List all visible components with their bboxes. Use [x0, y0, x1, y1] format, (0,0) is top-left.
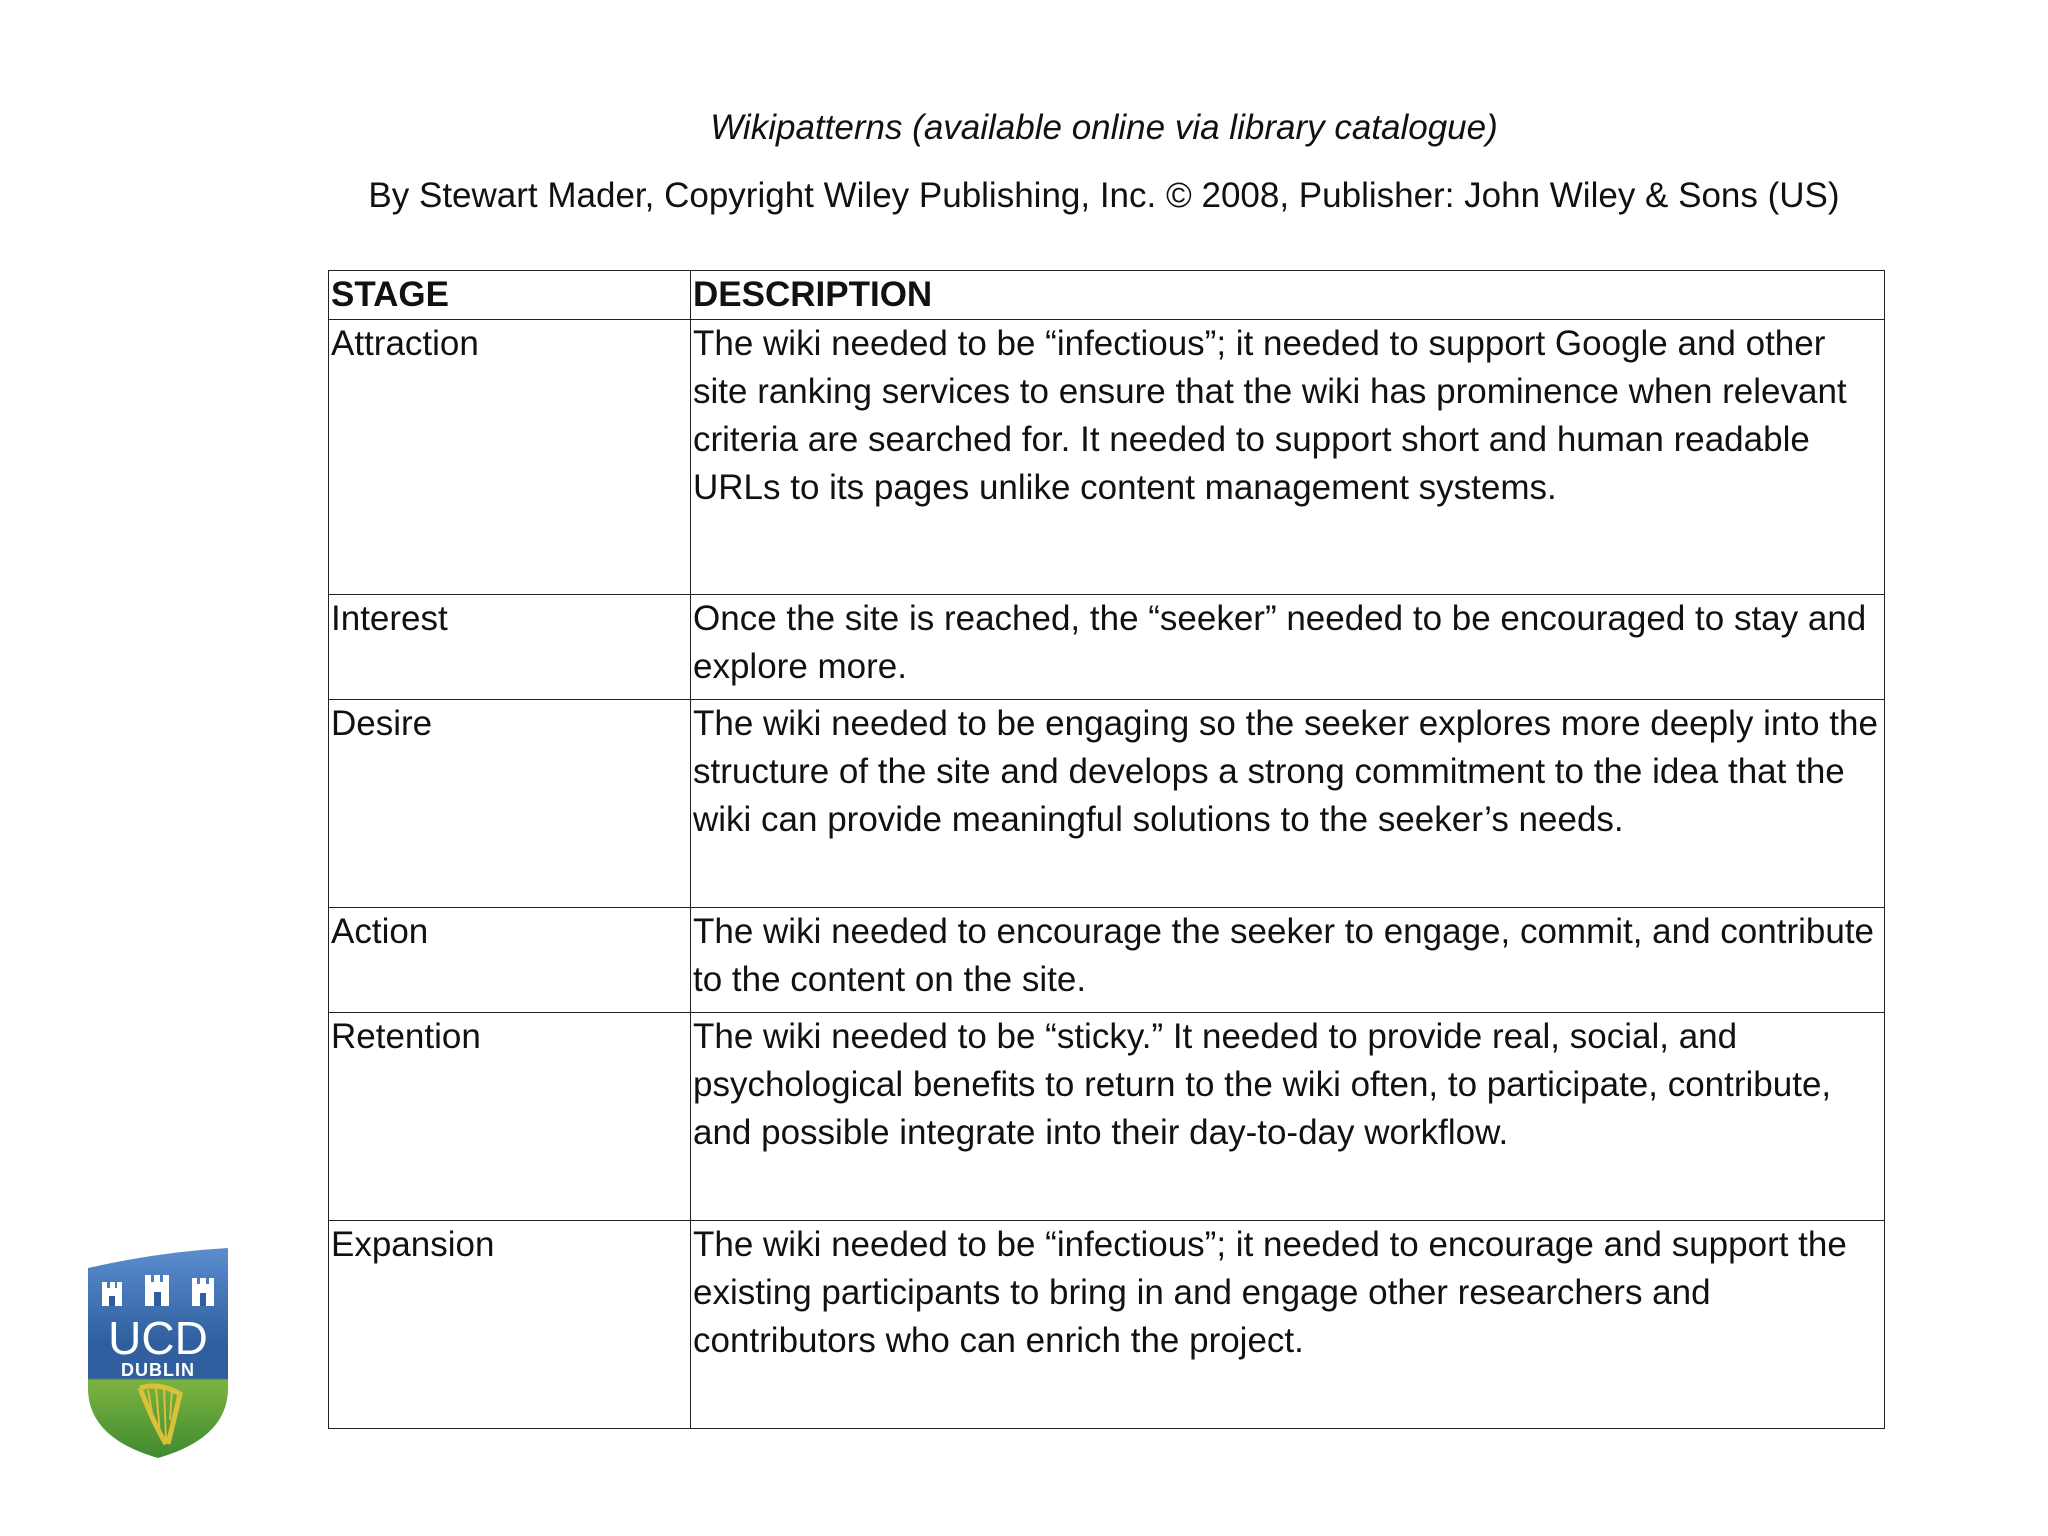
description-cell: The wiki needed to be “infectious”; it needed to encourage and support the existing participants to bring in and engage other researchers and contributors who can enrich the project.: [691, 1221, 1885, 1429]
table-row: [329, 700, 1885, 908]
description-cell: The wiki needed to encourage the seeker to engage, commit, and contribute to the content on the site.: [691, 908, 1885, 1013]
logo-text-dublin: DUBLIN: [121, 1360, 195, 1380]
description-cell: The wiki needed to be “sticky.” It needed to provide real, social, and psychological benefits to return to the wiki often, to participate, contribute, and possible integrate into their day-to-day workflow.: [691, 1013, 1885, 1221]
table-row: [329, 1221, 1885, 1429]
column-header-description: DESCRIPTION: [691, 271, 1885, 320]
stage-cell: Attraction: [329, 320, 691, 595]
table-row: [329, 595, 1885, 700]
stage-cell: Interest: [329, 595, 691, 700]
ucd-logo: [84, 1248, 232, 1460]
table-row: [329, 908, 1885, 1013]
column-header-stage: STAGE: [329, 271, 691, 320]
ucd-crest-icon: [84, 1248, 232, 1460]
stages-table: [328, 270, 1885, 1429]
document-byline: By Stewart Mader, Copyright Wiley Publishing, Inc. © 2008, Publisher: John Wiley & Sons (US): [368, 176, 1840, 215]
stage-cell: Action: [329, 908, 691, 1013]
description-cell: The wiki needed to be engaging so the seeker explores more deeply into the structure of the site and develops a strong commitment to the idea that the wiki can provide meaningful solutions to the seeker’s needs.: [691, 700, 1885, 908]
stage-cell: Retention: [329, 1013, 691, 1221]
logo-text-ucd: UCD: [108, 1312, 208, 1364]
stage-cell: Expansion: [329, 1221, 691, 1429]
description-cell: Once the site is reached, the “seeker” needed to be encouraged to stay and explore more.: [691, 595, 1885, 700]
table-row: [329, 1013, 1885, 1221]
table-header-row: [329, 271, 1885, 320]
document-title: Wikipatterns (available online via library catalogue): [710, 108, 1498, 147]
description-cell: The wiki needed to be “infectious”; it needed to support Google and other site ranking services to ensure that the wiki has prominence when relevant criteria are searched for. It needed to support short and human readable URLs to its pages unlike content management systems.: [691, 320, 1885, 595]
table-row: [329, 320, 1885, 595]
stage-cell: Desire: [329, 700, 691, 908]
